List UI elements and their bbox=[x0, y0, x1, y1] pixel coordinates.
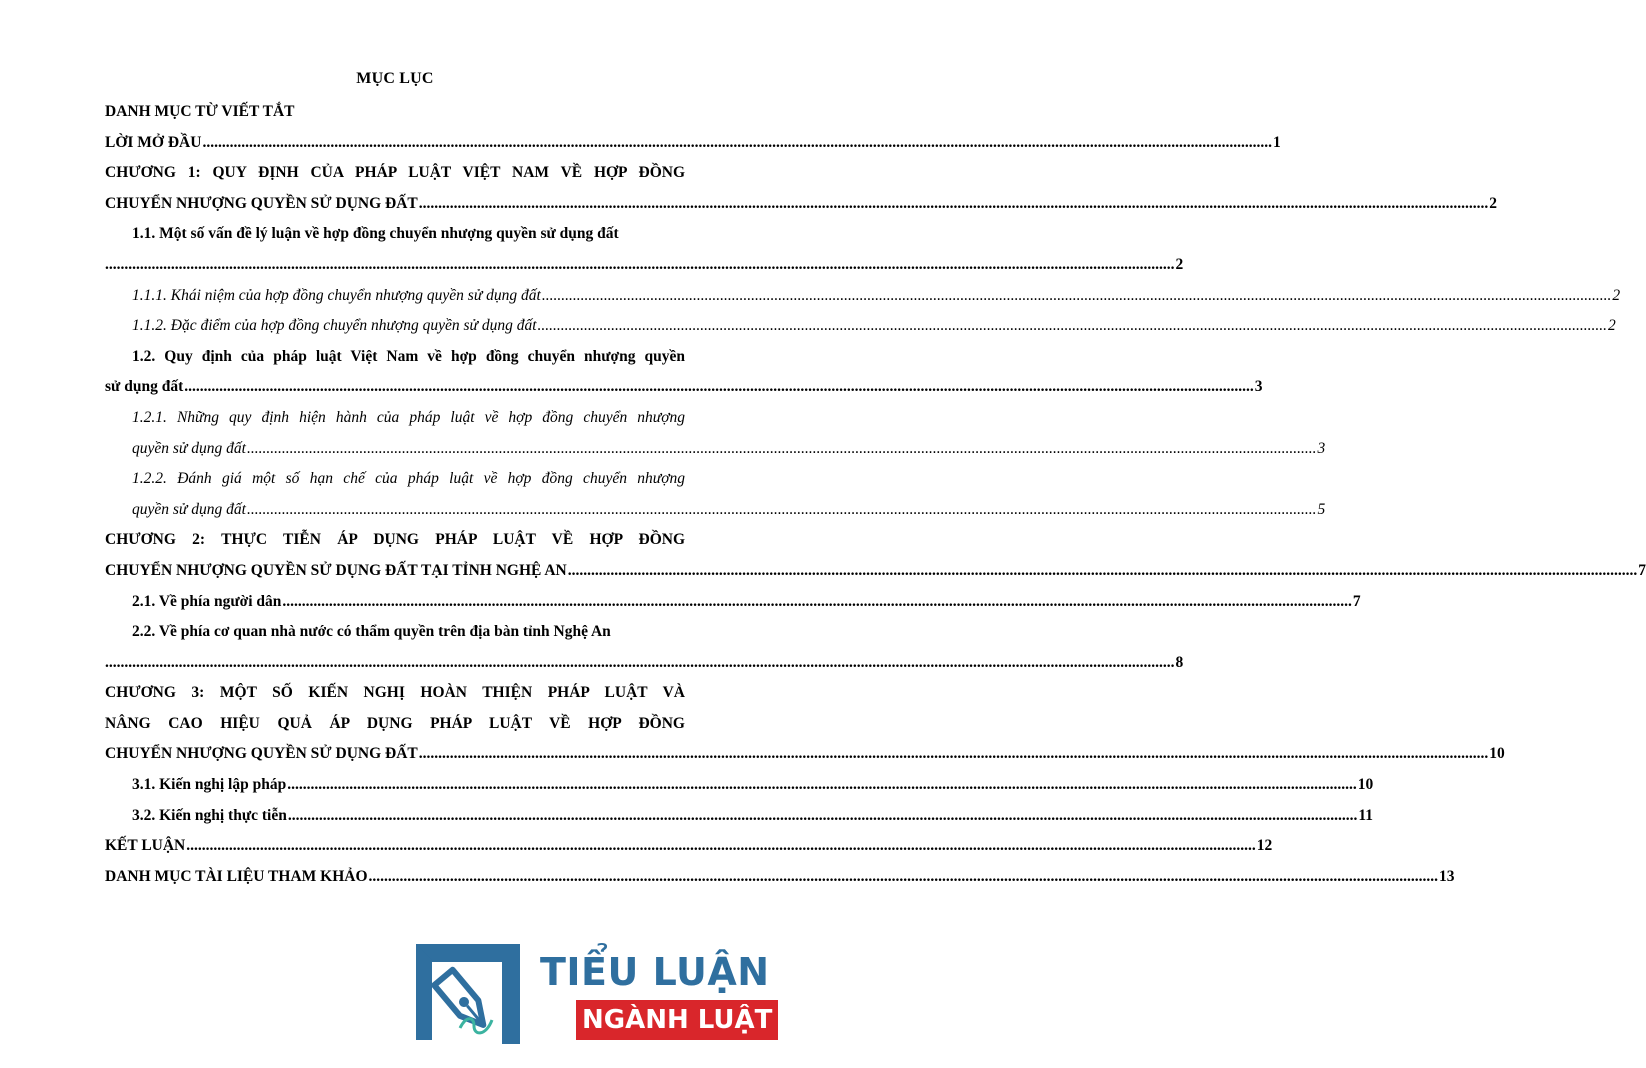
toc-abbreviations[interactable]: DANH MỤC TỪ VIẾT TẮT bbox=[105, 103, 295, 120]
toc-section-3-2[interactable]: 3.2. Kiến nghị thực tiễn ..... 11 bbox=[105, 801, 685, 832]
table-of-contents bbox=[105, 97, 1646, 892]
toc-section-1-1-line2[interactable]: ..... 2 bbox=[105, 250, 685, 281]
toc-chapter-3-line2[interactable]: NÂNG CAO HIỆU QUẢ ÁP DỤNG PHÁP LUẬT VỀ HỢP ĐỒNG bbox=[105, 714, 685, 732]
toc-section-3-1[interactable]: 3.1. Kiến nghị lập pháp ..... 10 bbox=[105, 770, 685, 801]
toc-section-2-2-line2[interactable]: ..... 8 bbox=[105, 648, 685, 679]
toc-intro[interactable]: LỜI MỞ ĐẦU ..... 1 bbox=[105, 128, 685, 159]
pen-nib-icon bbox=[412, 940, 532, 1050]
toc-section-1-2-2-line2[interactable]: quyền sử dụng đất ..... 5 bbox=[105, 495, 685, 526]
logo-line-2: NGÀNH LUẬT bbox=[576, 1000, 778, 1040]
logo-line-1: TIỂU LUẬN bbox=[540, 950, 770, 994]
toc-chapter-3-line3[interactable]: CHUYỂN NHƯỢNG QUYỀN SỬ DỤNG ĐẤT ..... 10 bbox=[105, 739, 685, 770]
toc-chapter-1-line1[interactable]: CHƯƠNG 1: QUY ĐỊNH CỦA PHÁP LUẬT VIỆT NAM VỀ HỢP ĐỒNG bbox=[105, 164, 685, 182]
page-title: MỤC LỤC bbox=[356, 70, 434, 87]
toc-chapter-2-line1[interactable]: CHƯƠNG 2: THỰC TIỄN ÁP DỤNG PHÁP LUẬT VỀ HỢP ĐỒNG bbox=[105, 531, 685, 549]
toc-section-1-2-line1[interactable]: 1.2. Quy định của pháp luật Việt Nam về hợp đồng chuyển nhượng quyền bbox=[132, 347, 685, 365]
toc-section-1-1-1[interactable]: 1.1.1. Khái niệm của hợp đồng chuyển nhượng quyền sử dụng đất ..... 2 bbox=[105, 281, 685, 312]
toc-references[interactable]: DANH MỤC TÀI LIỆU THAM KHẢO ..... 13 bbox=[105, 862, 685, 893]
brand-logo bbox=[412, 940, 773, 1050]
toc-section-1-1-2[interactable]: 1.1.2. Đặc điểm của hợp đồng chuyển nhượng quyền sử dụng đất ..... 2 bbox=[105, 311, 685, 342]
toc-section-2-1[interactable]: 2.1. Về phía người dân ..... 7 bbox=[105, 587, 685, 618]
toc-conclusion[interactable]: KẾT LUẬN ..... 12 bbox=[105, 831, 685, 862]
toc-chapter-3-line1[interactable]: CHƯƠNG 3: MỘT SỐ KIẾN NGHỊ HOÀN THIỆN PHÁP LUẬT VÀ bbox=[105, 684, 685, 702]
toc-chapter-1-line2[interactable]: CHUYỂN NHƯỢNG QUYỀN SỬ DỤNG ĐẤT ..... 2 bbox=[105, 189, 685, 220]
toc-section-1-2-1-line1[interactable]: 1.2.1. Những quy định hiện hành của pháp luật về hợp đồng chuyển nhượng bbox=[132, 408, 685, 426]
toc-chapter-2-line2[interactable]: CHUYỂN NHƯỢNG QUYỀN SỬ DỤNG ĐẤT TẠI TỈNH NGHỆ AN ..... 7 bbox=[105, 556, 685, 587]
toc-section-1-1-line1[interactable]: 1.1. Một số vấn đề lý luận về hợp đồng chuyển nhượng quyền sử dụng đất bbox=[132, 225, 619, 243]
toc-section-1-2-2-line1[interactable]: 1.2.2. Đánh giá một số hạn chế của pháp luật về hợp đồng chuyển nhượng bbox=[132, 470, 685, 488]
toc-section-1-2-line2[interactable]: sử dụng đất ..... 3 bbox=[105, 372, 685, 403]
toc-section-2-2-line1[interactable]: 2.2. Về phía cơ quan nhà nước có thẩm quyền trên địa bàn tỉnh Nghệ An bbox=[132, 623, 611, 641]
toc-section-1-2-1-line2[interactable]: quyền sử dụng đất ..... 3 bbox=[105, 434, 685, 465]
